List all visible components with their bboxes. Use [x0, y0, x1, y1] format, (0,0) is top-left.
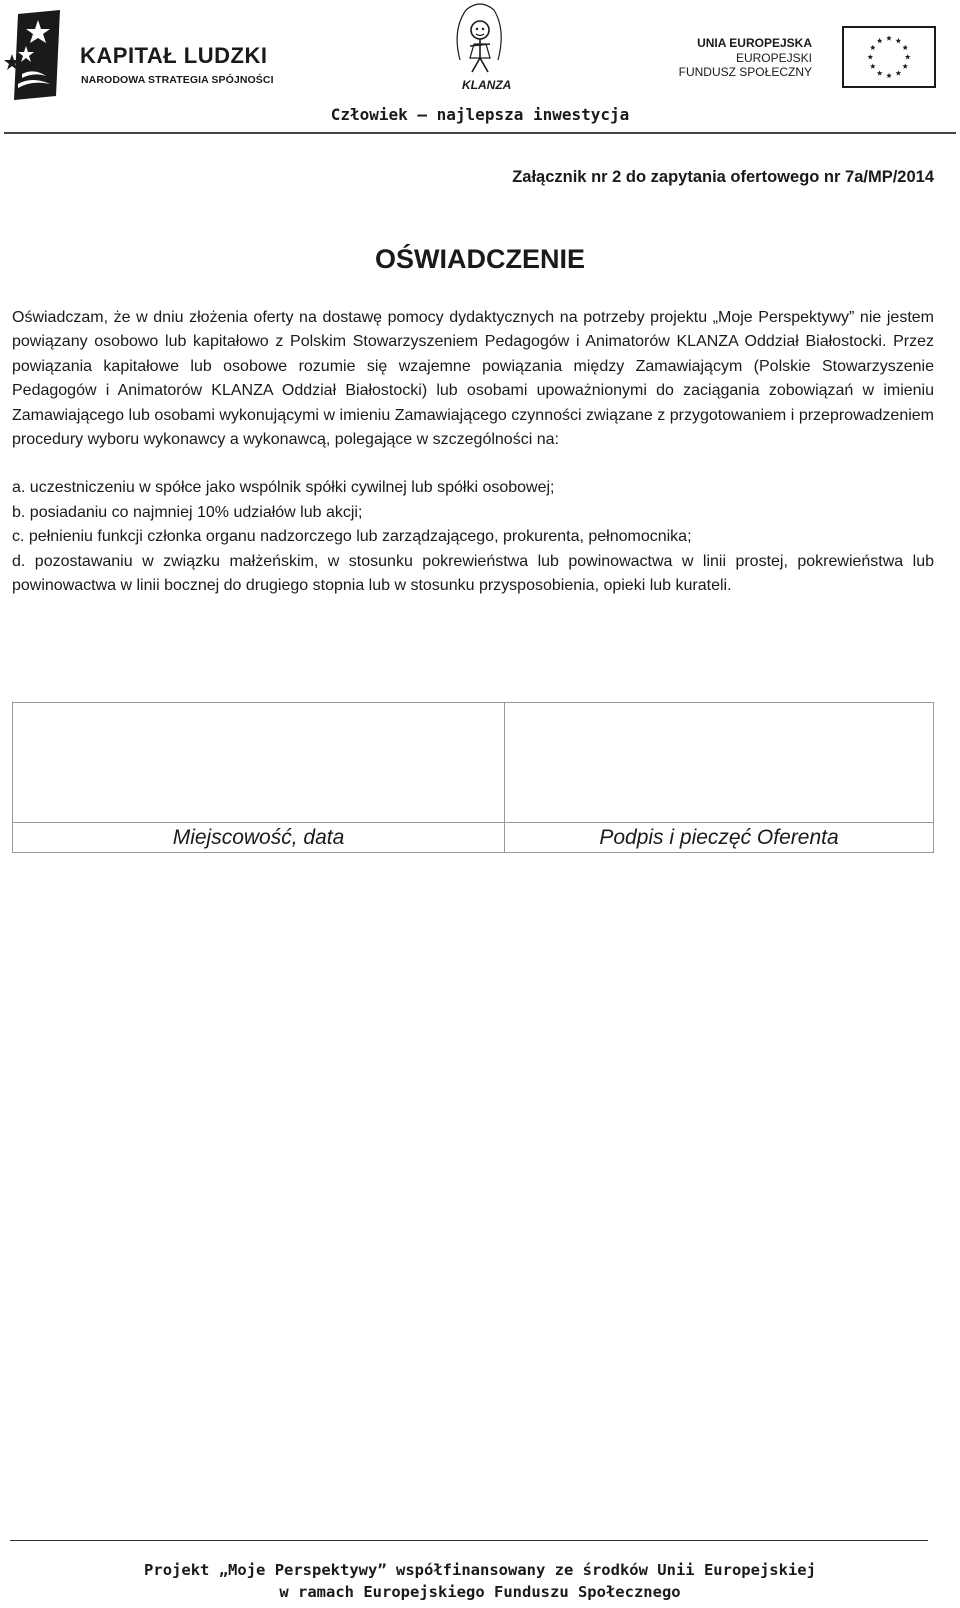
eu-star-icon [870, 63, 876, 68]
condition-item-b: b. posiadaniu co najmniej 10% udziałów lub akcji; [12, 503, 363, 521]
kapital-ludzki-stars-icon [4, 10, 62, 100]
signature-label: Podpis i pieczęć Oferenta [505, 823, 934, 853]
eu-logo-line1: UNIA EUROPEJSKA [697, 36, 812, 50]
signature-table [12, 702, 934, 853]
eu-star-icon [902, 45, 908, 50]
condition-item-a: a. uczestniczeniu w spółce jako wspólnik spółki cywilnej lub spółki osobowej; [12, 479, 555, 497]
klanza-logo [450, 0, 510, 96]
kapital-ludzki-logo [4, 10, 279, 102]
eu-star-icon [896, 38, 902, 43]
header-divider [4, 132, 956, 134]
eu-flag-icon [842, 26, 936, 88]
footer-line-2: w ramach Europejskiego Funduszu Społecznego [279, 1582, 681, 1601]
klanza-label: KLANZA [462, 78, 512, 92]
page-header [0, 0, 960, 134]
declaration-intro: Oświadczam, że w dniu złożenia oferty na dostawę pomocy dydaktycznych na potrzeby projektu „Moje Perspektywy” nie jestem powiązany osobowo lub kapitałowo z Polskim Stowarzyszeniem Pedagogów i Animatorów KLANZA Oddział Białostocki. Przez powiązania kapitałowe lub osobowe rozumie się wzajemne powiązania między Zamawiającym (Polskie Stowarzyszenie Pedagogów i Animatorów KLANZA Oddział Białostocki) lub osobami upoważnionymi do zaciągania zobowiązań w imieniu Zamawiającego lub osobami wykonującymi w imieniu Zamawiającego czynności związane z przygotowaniem i przeprowadzeniem procedury wyboru wykonawcy a wykonawcą, polegające w szczególności na: [12, 309, 934, 449]
eu-logo [678, 26, 936, 94]
eu-star-icon [886, 35, 892, 40]
eu-star-icon [877, 70, 883, 75]
eu-star-icon [870, 45, 876, 50]
document-title: OŚWIADCZENIE [374, 244, 585, 274]
place-date-label: Miejscowość, data [13, 823, 505, 853]
eu-star-icon [877, 38, 883, 43]
eu-star-icon [905, 54, 911, 59]
condition-item-d: d. pozostawaniu w związku małżeńskim, w stosunku pokrewieństwa lub powinowactwa w linii prostej, pokrewieństwa lub powinowactwa w linii bocznej do drugiego stopnia lub w stosunku przysposobienia, opieki lub kurateli. [12, 552, 934, 595]
annex-reference: Załącznik nr 2 do zapytania ofertowego nr 7a/MP/2014 [512, 168, 934, 186]
eu-star-icon [886, 73, 892, 78]
paragraph-spacer [12, 452, 934, 476]
eu-star-icon [896, 70, 902, 75]
kapital-ludzki-title: KAPITAŁ LUDZKI [80, 43, 268, 68]
footer-line-1: Projekt „Moje Perspektywy” współfinansowany ze środków Unii Europejskiej [144, 1561, 816, 1579]
footer-divider [10, 1540, 928, 1541]
page-footer [0, 1560, 960, 1603]
place-date-field[interactable] [13, 703, 505, 823]
header-tagline: Człowiek – najlepsza inwestycja [330, 105, 630, 124]
eu-star-icon [867, 54, 873, 59]
klanza-figure-icon [450, 0, 510, 80]
condition-item-c: c. pełnieniu funkcji członka organu nadzorczego lub zarządzającego, prokurenta, pełnomocnika; [12, 528, 692, 546]
declaration-body [12, 306, 934, 598]
condition-list [12, 476, 934, 598]
eu-logo-line3: FUNDUSZ SPOŁECZNY [678, 65, 812, 79]
eu-star-icon [902, 63, 908, 68]
kapital-ludzki-subtitle: NARODOWA STRATEGIA SPÓJNOŚCI [81, 74, 274, 86]
eu-logo-line2: EUROPEJSKI [735, 51, 812, 65]
signature-field[interactable] [505, 703, 934, 823]
